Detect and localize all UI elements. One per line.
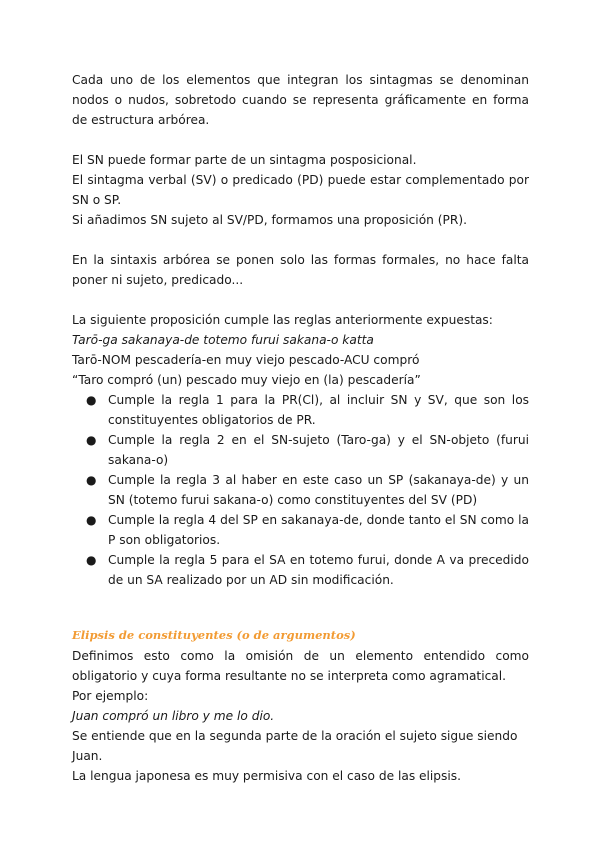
elipsis-explanation: Se entiende que en la segunda parte de la oración el sujeto sigue siendo Juan. (72, 729, 518, 763)
spacer (72, 290, 529, 310)
spacer (72, 130, 529, 150)
elipsis-por-ejemplo: Por ejemplo: (72, 689, 149, 703)
elipsis-closing: La lengua japonesa es muy permisiva con el caso de las elipsis. (72, 769, 462, 783)
intro-paragraph-nodos: Cada uno de los elementos que integran los sintagmas se denominan nodos o nudos, sobretodo cuando se representa gráficamente en forma de estructura arbórea. (72, 73, 529, 127)
example-translation: “Taro compró (un) pescado muy viejo en (la) pescadería” (72, 373, 421, 387)
intro-paragraph-sintaxis: En la sintaxis arbórea se ponen solo las formas formales, no hace falta poner ni sujeto, predicado... (72, 253, 529, 287)
rule-text: Cumple la regla 5 para el SA en totemo furui, donde A va precedido de un SA realizado por un AD sin modificación. (108, 553, 529, 587)
bullet-icon: ● (86, 473, 97, 487)
rule-text: Cumple la regla 3 al haber en este caso un SP (sakanaya-de) y un SN (totemo furui sakana-o) como constituyentes del SV (PD) (108, 473, 529, 507)
rule-item-2 (86, 430, 529, 470)
spacer (72, 590, 529, 626)
intro-line-sv: El sintagma verbal (SV) o predicado (PD) puede estar complementado por SN o SP. (72, 173, 529, 207)
rule-item-3 (86, 470, 529, 510)
rule-text: Cumple la regla 2 en el SN-sujeto (Taro-ga) y el SN-objeto (furui sakana-o) (108, 433, 529, 467)
intro-line-pr: Si añadimos SN sujeto al SV/PD, formamos una proposición (PR). (72, 213, 467, 227)
bullet-icon: ● (86, 553, 97, 567)
example-japanese: Tarō-ga sakanaya-de totemo furui sakana-o katta (72, 333, 374, 347)
bullet-icon: ● (86, 393, 97, 407)
example-gloss: Tarō-NOM pescadería-en muy viejo pescado-ACU compró (72, 353, 420, 367)
rule-item-4 (86, 510, 529, 550)
document-page (72, 70, 529, 786)
bullet-icon: ● (86, 513, 97, 527)
elipsis-example: Juan compró un libro y me lo dio. (72, 709, 275, 723)
rule-item-1 (86, 390, 529, 430)
section-heading-elipsis: Elipsis de constituyentes (o de argumentos) (72, 628, 356, 642)
spacer (72, 230, 529, 250)
rule-text: Cumple la regla 4 del SP en sakanaya-de, donde tanto el SN como la P son obligatorios. (108, 513, 529, 547)
rule-item-5 (86, 550, 529, 590)
bullet-icon: ● (86, 433, 97, 447)
elipsis-definition: Definimos esto como la omisión de un elemento entendido como obligatorio y cuya forma resultante no se interpreta como agramatical. (72, 649, 529, 683)
rule-text: Cumple la regla 1 para la PR(Cl), al incluir SN y SV, que son los constituyentes obligatorios de PR. (108, 393, 529, 427)
example-lead: La siguiente proposición cumple las reglas anteriormente expuestas: (72, 313, 493, 327)
rules-list (72, 390, 529, 590)
intro-line-sn: El SN puede formar parte de un sintagma posposicional. (72, 153, 417, 167)
